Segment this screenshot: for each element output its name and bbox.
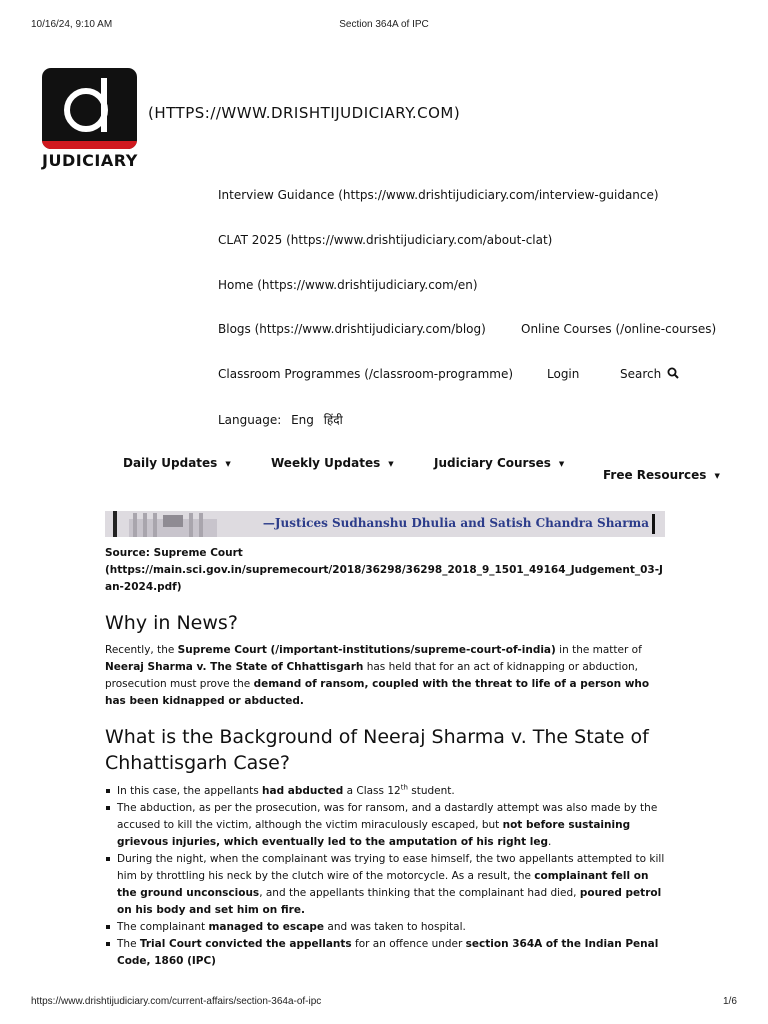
supreme-court-link[interactable]: Supreme Court (/important-institutions/supreme-court-of-india) [177,644,556,656]
caret-down-icon: ▼ [225,459,231,468]
background-list-container [105,783,665,970]
list-item: The complainant managed to escape and was taken to hospital. [105,919,665,936]
list-item: The Trial Court convicted the appellants for an offence under section 364A of the Indian Penal Code, 1860 (IPC) [105,936,665,970]
list-item: During the night, when the complainant was trying to ease himself, the two appellants attempted to kill him by throttling his neck by the clutch wire of the motorcycle. As a result, the complainant fell on the ground unconscious, and the appellants thinking that the complainant had died, poured petrol on his body and set him on fire. [105,851,665,919]
menu-judiciary-courses-label: Judiciary Courses [434,456,551,470]
list-item: The abduction, as per the prosecution, was for ransom, and a dastardly attempt was also made by the accused to kill the victim, although the victim miraculously escaped, but not before sustaining grievous injuries, which eventually led to the amputation of his right leg. [105,800,665,851]
print-page-title: Section 364A of IPC [339,19,429,30]
source-label: Source: Supreme Court [105,547,243,559]
source-block [105,545,665,596]
logo-red-stripe [42,141,137,149]
menu-judiciary-courses[interactable] [434,456,564,470]
nav-login[interactable]: Login [547,367,580,381]
menu-daily-updates-label: Daily Updates [123,456,218,470]
menu-weekly-updates[interactable] [271,456,394,470]
banner-divider [652,514,655,534]
why-emphasis: demand of ransom, coupled with the threat to life of a person who has been kidnapped or abducted. [105,678,650,707]
why-text-1: Recently, the [105,644,178,656]
menu-weekly-updates-label: Weekly Updates [271,456,381,470]
print-footer-url: https://www.drishtijudiciary.com/current-affairs/section-364a-of-ipc [31,996,322,1007]
nav-search[interactable] [620,367,679,381]
caret-down-icon: ▼ [558,459,565,468]
background-heading: What is the Background of Neeraj Sharma v. The State of Chhattisgarh Case? [105,726,649,774]
menu-free-resources-label: Free Resources [603,468,707,482]
logo-d-icon [42,68,137,149]
language-hindi[interactable]: हिंदी [323,413,343,427]
why-in-news-paragraph [105,642,665,710]
search-icon [667,367,679,379]
source-link[interactable]: (https://main.sci.gov.in/supremecourt/2018/36298/36298_2018_9_1501_49164_Judgement_03-Jan-2024.pdf) [105,564,663,593]
caret-down-icon: ▼ [714,471,720,480]
language-label: Language: [218,413,282,427]
banner-quote: —Justices Sudhanshu Dhulia and Satish Chandra Sharma [262,516,649,530]
caret-down-icon: ▼ [388,459,394,468]
court-building-icon [105,511,235,537]
site-url-link[interactable]: (HTTPS://WWW.DRISHTIJUDICIARY.COM) [148,104,461,122]
site-logo[interactable] [42,68,137,149]
nav-home[interactable]: Home (https://www.drishtijudiciary.com/en) [218,278,478,292]
print-page-number: 1/6 [723,996,737,1007]
list-item: In this case, the appellants had abducted a Class 12th student. [105,783,665,800]
menu-daily-updates[interactable] [123,456,231,470]
nav-clat-2025[interactable]: CLAT 2025 (https://www.drishtijudiciary.com/about-clat) [218,233,553,247]
case-name: Neeraj Sharma v. The State of Chhattisgarh [105,661,364,673]
why-text-3: has held that for an act of kidnapping or abduction, prosecution must prove the [105,661,639,690]
nav-search-label: Search [620,367,662,381]
menu-free-resources[interactable] [603,468,720,482]
logo-wordmark: JUDICIARY [42,151,138,170]
nav-classroom-programmes[interactable]: Classroom Programmes (/classroom-programme) [218,367,514,381]
background-list [105,783,665,970]
nav-online-courses[interactable]: Online Courses (/online-courses) [521,322,717,336]
nav-blogs[interactable]: Blogs (https://www.drishtijudiciary.com/blog) [218,322,486,336]
language-selector [218,411,343,428]
why-in-news-heading: Why in News? [105,612,238,634]
why-text-2: in the matter of [555,644,642,656]
language-eng[interactable]: Eng [291,413,314,427]
print-datetime: 10/16/24, 9:10 AM [31,19,113,30]
nav-interview-guidance[interactable]: Interview Guidance (https://www.drishtijudiciary.com/interview-guidance) [218,188,659,202]
article-banner-image [105,511,665,537]
